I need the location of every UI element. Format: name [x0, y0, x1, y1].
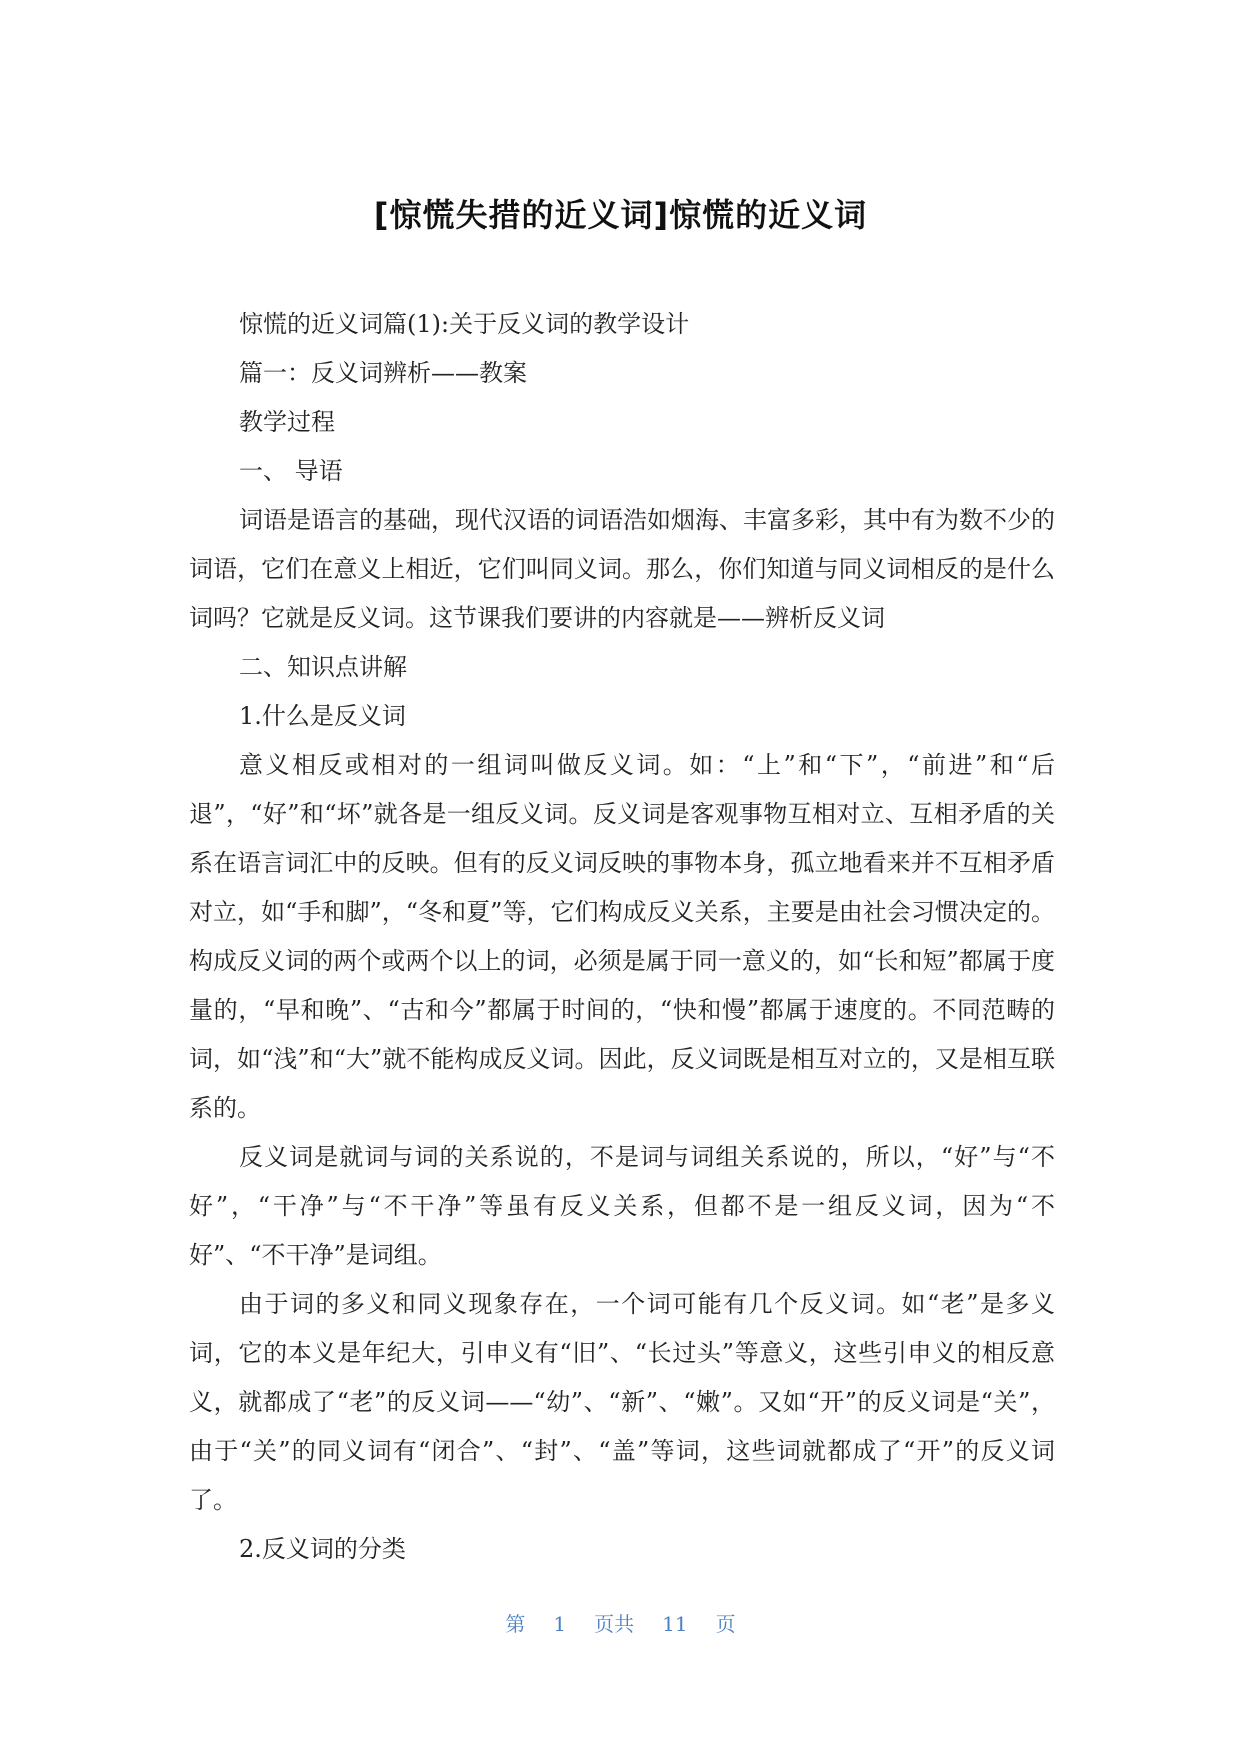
footer-word-di: 第 — [505, 1612, 526, 1636]
subheading-classification: 2.反义词的分类 — [239, 1535, 406, 1563]
footer-total-pages: 11 — [662, 1612, 688, 1636]
footer-word-ye: 页 — [715, 1612, 736, 1636]
subheading-process: 教学过程 — [239, 408, 335, 436]
section-heading: 惊慌的近义词篇(1):关于反义词的教学设计 — [239, 310, 690, 338]
paragraph-polysemy: 由于词的多义和同义现象存在，一个词可能有几个反义词。如“老”是多义词，它的本义是年纪大，引申义有“旧”、“长过头”等意义，这些引申义的相反意义，就都成了“老”的反义词——“幼”、“新”、“嫩”。又如“开”的反义词是“关”，由于“关”的同义词有“闭合”、“封”、“盖”等词，这些词就都成了“开”的反义词了。 — [189, 1290, 1055, 1514]
subsection-heading: 篇一：反义词辨析——教案 — [239, 359, 527, 387]
subheading-intro: 一、 导语 — [239, 457, 343, 485]
document-body — [189, 300, 1055, 1574]
page-title: [惊慌失措的近义词]惊慌的近义词 — [373, 196, 868, 234]
subheading-what-is: 1.什么是反义词 — [239, 702, 406, 730]
paragraph-intro: 词语是语言的基础，现代汉语的词语浩如烟海、丰富多彩，其中有为数不少的词语，它们在意义上相近，它们叫同义词。那么，你们知道与同义词相反的是什么词吗？它就是反义词。这节课我们要讲的内容就是——辨析反义词 — [189, 506, 1055, 632]
page-footer — [0, 1608, 1241, 1637]
footer-page-number: 1 — [553, 1612, 567, 1636]
subheading-knowledge: 二、知识点讲解 — [239, 653, 407, 681]
paragraph-word-relation: 反义词是就词与词的关系说的，不是词与词组关系说的，所以，“好”与“不好”，“干净”与“不干净”等虽有反义关系，但都不是一组反义词，因为“不好”、“不干净”是词组。 — [189, 1143, 1055, 1269]
paragraph-definition: 意义相反或相对的一组词叫做反义词。如：“上”和“下”，“前进”和“后退”，“好”和“坏”就各是一组反义词。反义词是客观事物互相对立、互相矛盾的关系在语言词汇中的反映。但有的反义词反映的事物本身，孤立地看来并不互相矛盾对立，如“手和脚”，“冬和夏”等，它们构成反义关系，主要是由社会习惯决定的。构成反义词的两个或两个以上的词，必须是属于同一意义的，如“长和短”都属于度量的，“早和晚”、“古和今”都属于时间的，“快和慢”都属于速度的。不同范畴的词，如“浅”和“大”就不能构成反义词。因此，反义词既是相互对立的，又是相互联系的。 — [189, 751, 1055, 1122]
footer-word-yegong: 页共 — [594, 1612, 635, 1636]
